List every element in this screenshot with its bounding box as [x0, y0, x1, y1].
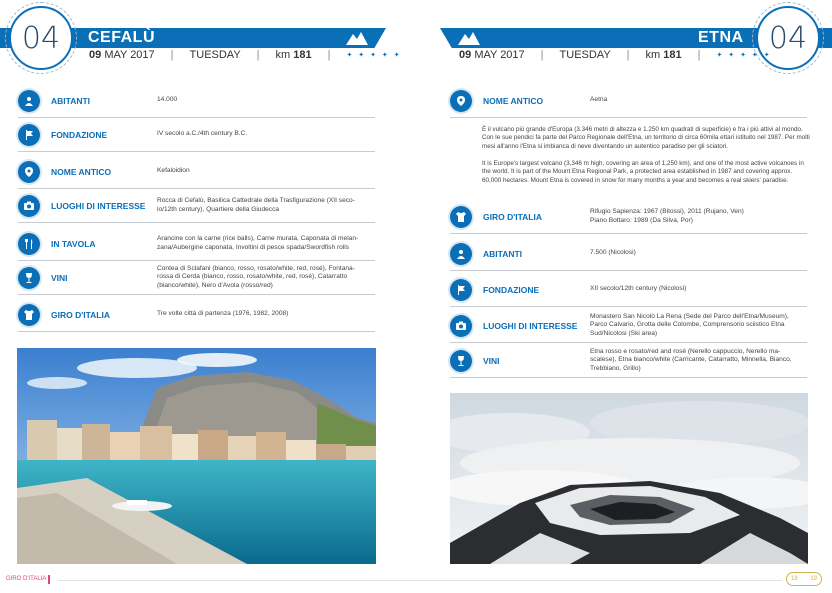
info-label: VINI [51, 272, 68, 283]
info-value: Contea di Sclafani (bianco, rosso, rosato/white, red, rosé), Fontana- rossa di Cerda (bianco, rosso, rosato/white, red, rosé), Catarratto (bianco/white), Nero d'Avola (rosso/red) [157, 264, 355, 289]
info-row [18, 118, 375, 152]
date-day: 09 [89, 49, 102, 61]
date-day: 09 [459, 49, 472, 61]
km-value: 181 [663, 49, 682, 61]
info-value: Monastero San Nicolò La Rena (Sede del Parco dell'Etna/Museum), Parco Calvario, Grotta delle Colombe, Comprensorio sciistico Etna Sud/Nicolosi (Ski area) [590, 312, 789, 337]
jersey-icon [18, 304, 40, 326]
info-label: ABITANTI [483, 248, 523, 259]
stage-number-badge [9, 6, 73, 70]
footer-brand: GIRO D'ITALIA [6, 576, 47, 582]
etna-photo [450, 393, 808, 564]
info-row [18, 227, 375, 261]
info-row [18, 261, 375, 295]
info-label: FONDAZIONE [483, 284, 540, 295]
info-row [18, 155, 375, 189]
city-title: CEFALÙ [88, 29, 155, 46]
info-label: FONDAZIONE [51, 129, 108, 140]
info-label: NOME ANTICO [51, 166, 112, 177]
info-value: Tre volte città di partenza (1976, 1982, 2008) [157, 310, 289, 318]
info-label: LUOGHI DI INTERESSE [51, 200, 146, 211]
info-label: GIRO D'ITALIA [483, 211, 542, 222]
info-value: 7.500 (Nicolosi) [590, 249, 636, 257]
info-value: XII secolo/12th century (Nicolosi) [590, 285, 687, 293]
info-row [450, 200, 807, 234]
stage-number: 04 [768, 20, 808, 56]
wine-icon [18, 267, 40, 289]
people-icon [18, 90, 40, 112]
km-label: km [275, 49, 291, 61]
info-row [450, 344, 807, 378]
page-number-left: 18 [791, 576, 798, 582]
mountain-icon [346, 31, 368, 45]
description-english: It is Europe's largest volcano (3,346 m high, covering an area of 1,250 km), and one of the most active volcanoes in the world. It is part of the Mount Etna Regional Park, a protected area established in 1987 and covering approx. 60,000 hectares. Mount Etna is covered in snow for many months a year and becomes a real skiers' paradise. [482, 160, 804, 184]
info-value: Kefaloidion [157, 167, 190, 175]
info-row [450, 273, 807, 307]
info-row [18, 84, 375, 118]
info-label: IN TAVOLA [51, 238, 96, 249]
cutlery-icon [18, 233, 40, 255]
info-row [18, 189, 375, 223]
info-row [18, 298, 375, 332]
info-row [450, 309, 807, 343]
cefalu-photo [17, 348, 376, 564]
info-label: VINI [483, 355, 500, 366]
info-value: Arancine con la carne (rice balls), Carne murata, Caponata di melan- zana/Aubergine caponata, Involtini di pesce spada/Swordfish rolls [157, 235, 359, 251]
flag-icon [450, 279, 472, 301]
weekday: TUESDAY [559, 49, 611, 61]
people-icon [450, 243, 472, 265]
info-row [450, 84, 807, 118]
date-line: 09 MAY 2017 | TUESDAY | km 181 | ✦ ✦ ✦ ✦ ✦ [459, 49, 772, 61]
stage-number: 04 [21, 20, 61, 56]
camera-icon [450, 315, 472, 337]
info-value: IV secolo a.C./4th century B.C. [157, 130, 248, 138]
flag-icon [18, 124, 40, 146]
info-value: Rocca di Cefalù, Basilica Cattedrale della Trasfigurazione (XII seco- lo/12th century), Quartiere della Giudecca [157, 197, 355, 213]
mountain-icon [458, 31, 480, 45]
info-value: Aetna [590, 96, 608, 104]
city-title: ETNA [698, 29, 744, 46]
date-month-year: MAY 2017 [474, 49, 525, 61]
info-label: ABITANTI [51, 95, 91, 106]
info-value: Etna rosso e rosato/red and rosé (Nerello cappuccio, Nerello ma- scalese), Etna bianco/white (Carricante, Catarratto, Minnella, Bianco, Trebbiano, Grillo) [590, 347, 792, 372]
km-value: 181 [293, 49, 312, 61]
rating-dots: ✦ ✦ ✦ ✦ ✦ [346, 52, 402, 59]
weekday: TUESDAY [189, 49, 241, 61]
km-label: km [645, 49, 661, 61]
right-page [416, 0, 832, 593]
location-icon [18, 161, 40, 183]
camera-icon [18, 195, 40, 217]
date-month-year: MAY 2017 [104, 49, 155, 61]
info-value: Rifugio Sapienza: 1967 (Bitossi), 2011 (Rujano, Ven) Piano Bottaro: 1989 (Da Silva, Por) [590, 208, 744, 224]
page-numbers [786, 572, 822, 586]
wine-icon [450, 350, 472, 372]
info-label: NOME ANTICO [483, 95, 544, 106]
info-label: GIRO D'ITALIA [51, 309, 110, 320]
footer-accent-bar [48, 575, 50, 584]
info-row [450, 237, 807, 271]
info-label: LUOGHI DI INTERESSE [483, 320, 578, 331]
description-italian: È il vulcano più grande d'Europa (3.346 metri di altezza e 1.250 km quadrati di superficie) e fra i più attivi al mondo. Con le sue pendici fa parte del Parco Regionale dell'Etna, un territorio di circa 60mila ettari istituito nel 1987. Per molti mesi all'anno l'Etna si imbianca di neve diventando un autentico paradiso per gli sciatori. [482, 126, 810, 150]
location-icon [450, 90, 472, 112]
footer-divider [58, 580, 782, 581]
date-line: 09 MAY 2017 | TUESDAY | km 181 | ✦ ✦ ✦ ✦ ✦ [89, 49, 402, 61]
jersey-icon [450, 206, 472, 228]
info-value: 14.000 [157, 96, 178, 104]
page-number-right: 19 [810, 576, 817, 582]
rating-dots: ✦ ✦ ✦ ✦ ✦ [716, 52, 772, 59]
